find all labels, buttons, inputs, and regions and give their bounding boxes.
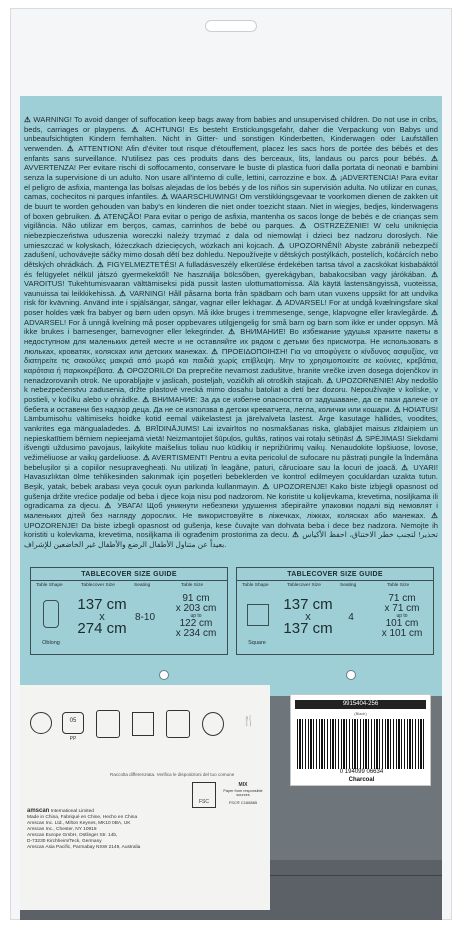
warning-sentence: FIGYELMEZTETÉS! A fulladásveszély elkerülése érdekében tartsa távol a zacskókat kisbabáktól és felügyelet nélkül játszó gyermekektől! Ne használja bölcsőben, gyerekágyban, babakocsiban vagy járókában. [24,259,438,279]
seating-value: 4 [348,612,354,623]
fsc-code: FSC® C168865 [228,800,258,805]
table-size-line3: 122 cm [179,618,213,629]
warning-icon: ⚠ [326,375,334,385]
mobius-loop-icon [202,712,224,736]
barcode-number: 0 194099 06634 [297,769,426,775]
tablecover-width: 137 cm [283,596,333,613]
tablecover-pack-icon [166,710,190,738]
table-size-line2: x 203 cm [175,602,217,614]
warning-sentence: VAROITUS! Tukehtumisvaaran välttämiseksi pidä pussit lasten ulottumattomissa. Älä käytä lastensängyissä, vuoteissa, vaunuissa tai leikkikehissä. [24,279,438,298]
header-table-shape: Table Shape [242,583,269,588]
warning-sentence: ¡ADVERTENCIA! Para evitar el peligro de asfixia, mantenga las bolsas alejadas de los bebés y de los niños sin supervisión adulta. No utilizar en cunas, camas, cochecitos ni parques infantiles. [24,172,438,202]
recycle-triangle-icon [62,712,84,734]
size-guide-area [30,567,434,657]
warning-sentence: WAARSCHUWING! Om verstikkingsgevaar te voorkomen dienen de zakken uit de buurt te worden gehouden van baby's en kinderen die niet onder toezicht staan. Niet in wiegjes, bedjes, kinderwagens of boxen gebruiken. [24,192,438,221]
recycle-material: PP [69,736,77,742]
header-seating: Seating [340,583,357,588]
header-tablecover-size: Tablecover Size [287,583,321,588]
warning-sentence: AVERTISMENT! Pentru a evita pericolul de sufocare nu păstrați pungile la îndemâna bebelușilor și a copiilor nesupravegheați. Nu utilizați în leagăne, paturi, cărucioare sau la locuri de joacă. [24,452,438,472]
warning-sentence: OSTRZEŻENIE! W celu uniknięcia niebezpieczeństwa uduszenia woreczki należy trzymać z dala od niemowląt i dzieci bez nadzoru dorosłych. Nie umieszczać w kołyskach, łóżeczkach dziecięcych, wózkach ani kojcach. [24,221,438,250]
warning-icon: ⚠ [104,501,114,511]
warning-sentence: HOIATUS! Lämbumisohu vältimiseks hoidke kotid eemal väikelastest ja järelvalveta lastest. Ärge kasutage hällides, voodites, vankrites ega mängualadedes. [24,404,438,433]
header-table-size: Table Size [387,583,410,588]
warning-sentence: VARNING! Håll påsarna borta från spädbarn och barn utan vuxens uppsikt för att undvika risk för kvävning. Använd inte i spjälsängar, sängar, vagnar eller lekhagar. [24,288,438,308]
size-guide-square [236,567,434,655]
warning-icon: ⚠ [275,298,283,308]
food-safe-icon: 🍴 [242,716,256,727]
company-info [27,808,267,851]
warning-text-block [24,115,438,567]
header-table-shape: Table Shape [36,583,63,588]
warning-sentence: ATTENTION! Afin d'éviter tout risque d'étouffement, placez les sacs hors de portée des bébés et des enfants sans surveillance. N'utilisez pas ces produits dans des berceaux, lits, landaus ou parcs pour bébés. [24,143,438,163]
warning-icon: ⚠ [431,510,438,520]
warning-sentence: تحذير! لتجنب خطر الاختناق، احفظ الأكياس بعيداً عن متناول الأطفال الرضع والأطفال غير الخاضعين للإشراف. [24,530,438,549]
warning-icon: ⚠ [119,288,127,298]
size-guide-title: TABLECOVER SIZE GUIDE [287,571,383,578]
warning-icon: ⚠ [161,192,169,202]
tablecover-length: 274 cm [77,620,127,637]
warning-icon: ⚠ [355,433,363,443]
warning-sentence: UPOZORENJE! Kako biste izbjegli opasnost od gušenja držite vrećice podalje od beba i djece koja nisu pod nadzorom. Ne koristite u kolijevkama, krevetima, nosiljkama ili ogradicama za djecu. [24,481,438,511]
warning-icon: ⚠ [393,404,401,414]
fsc-logo-icon [192,782,216,808]
product-label [290,694,431,786]
company-brand: amscan [27,808,50,814]
company-line: Amscan Inc., Chester, NY 10918 [27,827,97,832]
bin-icon [132,712,154,736]
fsc-sub: Paper from responsible sources [223,789,263,797]
warning-icon: ⚠ [228,327,237,337]
table-size-line2: x 71 cm [384,602,420,614]
oblong-shape-icon [43,600,59,628]
warning-sentence: ΠΡΟΕΙΔΟΠΟΙΗΣΗ! Για να αποφύγετε ο κίνδυνος ασφυξίας, να διατηρείτε τις σακούλες μακριά από μωρά και παιδιά χωρίς επίβλεψη. Μην το χρησιμοποιείτε σε κούνιες, κρεβάτια, καρότσια ή παρκοκρέβατα. [24,346,438,376]
warning-sentence: ACHTUNG! Es besteht Erstickungsgefahr, daher die Verpackung von Babys und unbeaufsichtigten Kindern fernhalten. Nicht in Gitter- und sonstigen Kinderbetten, Kinderwagen oder Laufställen verwenden. [24,124,438,153]
warning-icon: ⚠ [142,452,150,462]
table-size-line4: x 234 cm [175,627,217,639]
warning-sentence: BRĪDINĀJUMS! Lai izvairītos no nosmakšanas riska, glabājiet maisus zīdaiņiem un nepieskatītiem bērniem nepieejamā vietā! Neizmantojiet šūpuļos, gultās, ratiņos vai rotaļu sētiņās! [24,424,438,443]
warning-icon: ⚠ [133,424,143,433]
shape-label: Square [248,640,266,646]
warning-sentence: ВНИМАНИЕ: За да се избегне опасността от задушаване, да се пази далече от бебета и оставени без надзор деца. Да не се използва в детски креватчета, легла, колички или кошари. [24,395,438,414]
warning-sentence: ATENÇÃO! Para evitar o perigo de asfixia, mantenha os sacos longe de bebés e de crianças sem vigilância. Não utilizar em berços, camas, carrinhos de bebé ou parques. [24,211,438,231]
header-tablecover-size: Tablecover Size [81,583,115,588]
warning-sentence: OPOZORILO! Da preprečite nevarnost zadušitve, hranite vrečke izven dosega dojenčkov in nenadzorovanih otrok. Ne uporabljajte v jaslicah, posteljah, vozičkih ali otroških stajicah. [24,366,438,385]
square-shape-icon [247,604,269,626]
warning-icon: ⚠ [431,269,438,279]
table-size [371,594,433,638]
warning-sentence: ADVARSEL! For å unngå kvelning må poser oppbevares utilgjengelig for små barn og barn som ikke er under oppsyn. Må ikke brukes i barnesenger, barnevogner eller lekegrinder. [24,317,438,337]
warning-icon: ⚠ [299,221,309,231]
recycle-note: Raccolta differenziata. Verifica le disposizioni del tuo comune [110,772,235,777]
warning-sentence: UPOZORENJE! Da biste izbegli opasnost od gušenja, kese čuvajte van dohvata beba i dece bez nadzora. Nemojte ih koristiti u kolevkama, krevetima, nosiljkama ili ograđenim prostorima za decu. [24,520,438,540]
tablecover-times: x [305,611,311,623]
table-size-line1: 91 cm [182,593,210,604]
warning-icon: ⚠ [262,481,271,491]
warning-sentence: SPĖJIMAS! Siekdami išvengti uždusimo pavojaus, laikykite maišelius toliau nuo kūdikių ir neprižiūrimų vaikų. Nenaudokite lopšiuose, lovose, vežimėliuose ar vaikų gardeliuose. [24,433,438,462]
company-line: International Limited [50,809,94,814]
seating-value: 8-10 [134,612,155,623]
hang-tab [205,20,257,32]
punch-hole [346,670,356,680]
tablecover-times: x [99,611,105,623]
warning-icon: ⚠ [24,115,32,124]
punch-hole [159,670,169,680]
tablecover-width: 137 cm [77,596,127,613]
recycle-code: 05 [69,718,77,724]
size-guide-title: TABLECOVER SIZE GUIDE [81,571,177,578]
warning-icon: ⚠ [292,530,300,540]
warning-sentence: WARNING! To avoid danger of suffocation keep bags away from babies and unsupervised children. Do not use in cribs, beds, carriages or playpens. [24,115,438,134]
table-size-upto: up to [190,613,202,619]
header-seating: Seating [134,583,151,588]
table-size-line4: x 101 cm [381,627,423,639]
size-guide-oblong [30,567,228,655]
barcode [297,719,426,769]
warning-sentence: UPOZORNĚNÍ! Abyste zabránili nebezpečí zadušení, uchovávejte sáčky mimo dosah dětí bez dohledu. Nepoužívejte v dětských postýlkách, postelích, kočárcích nebo dětských ohrádkách. [24,240,438,269]
shape-label: Oblong [42,640,60,646]
warning-icon: ⚠ [96,259,105,269]
company-line: Amscan Asia Pacific, Parmabay NSW 2149, Australia [27,845,141,850]
warning-icon: ⚠ [431,153,438,163]
warning-sentence: ADVARSEL! For at undgå kvælningsfare skal poser holdes væk fra babyer og børn uden opsyn. Må ikke bruges i tremmesenge, senge, klapvogne eller kravlegårde. [24,298,438,318]
warning-sentence: УВАГА! Щоб уникнути небезпеки удушення зберігайте упаковки подалі від немовлят і маленьких дітей без нагляду дорослих. Не використовуйте в ліжечках, ліжках, колясках або манежах. [24,501,438,520]
company-line: Made in China, Fabriqué en Chine, Hecho en China [27,815,138,820]
warning-icon: ⚠ [93,211,102,221]
warning-icon: ⚠ [277,240,286,250]
warning-icon: ⚠ [211,346,219,356]
warning-sentence: AVVERTENZA! Per evitare rischi di soffocamento, conservare le buste di plastica fuori dalla portata di neonati e bambini senza la supervisione di un adulto. Non usare all'interno di culle, lettini, carrozzine e box. [24,163,438,182]
fsc-label: FSC [199,799,209,805]
sku-sub: (Black) [354,711,367,716]
warning-sentence: UYARI! Havasızlıktan ölme tehlikesinden sakınmak için poşetleri bebeklerden ve kontrol edilmeyen çocuklardan uzakta tutun. Beşik, yatak, bebek arabası veya çocuk oyun parkında kullanmayın. [24,462,438,491]
sku-code: 9915404-256 [295,700,426,709]
table-size-upto: up to [396,613,408,619]
company-line: Amscan Europe GmbH, Ostlinger Str. 14b, [27,833,118,838]
table-size-line3: 101 cm [385,618,419,629]
warning-icon: ⚠ [401,462,410,472]
warning-icon: ⚠ [330,172,338,182]
company-line: D-73230 Kirchheim/Teck, Germany [27,839,102,844]
tablecover-size [277,598,339,636]
warning-icon: ⚠ [142,395,150,405]
company-line: Amscan Inc. Ltd., Milton Keynes, MK10 0BA, UK [27,821,131,826]
table-size [165,594,227,638]
warning-sentence: ВНИМАНИЕ! Во избежание удушья храните пакеты в недоступном для маленьких детей месте и не оставляйте их рядом с детьми без присмотра. Не использовать в люльках, кроватях, колясках или детских манежах. [24,327,438,356]
warning-sentence: UPOZORNENIE! Aby nedošlo k nebezpečenstvu zadusenia, držte plastové vrecká mimo dosahu batoliat a detí bez dozoru. Nepoužívajte v kolíske, v postieli, v kočíku alebo v ohrádke. [24,375,438,405]
recycle-info-icon [30,712,52,734]
package-bag-icon [96,710,120,738]
divider [31,580,227,581]
divider [237,580,433,581]
fsc-mix: MIX [238,782,248,788]
warning-icon: ⚠ [131,124,141,134]
tablecover-length: 137 cm [283,620,333,637]
color-name: Charcoal [348,777,375,783]
warning-icon: ⚠ [66,143,76,153]
warning-icon: ⚠ [431,308,438,318]
table-size-line1: 71 cm [388,593,416,604]
header-table-size: Table Size [181,583,204,588]
warning-icon: ⚠ [117,366,125,376]
tablecover-size [71,598,133,636]
